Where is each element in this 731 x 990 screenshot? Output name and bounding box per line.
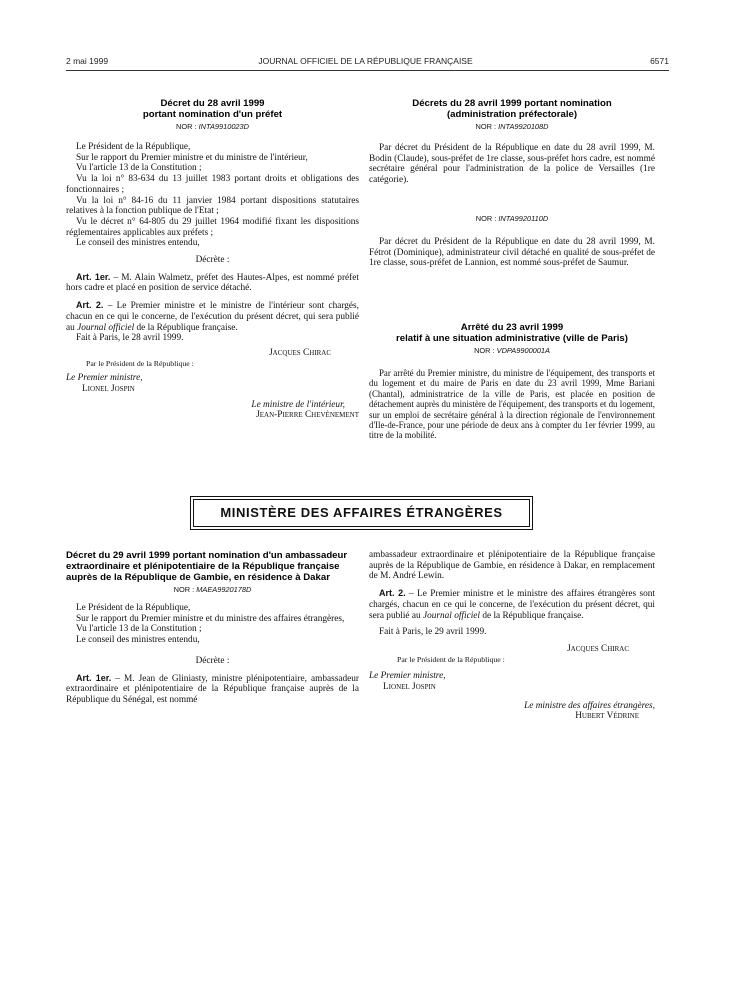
- decree-ambassador-para: Sur le rapport du Premier ministre et du ministre des affaires étrangères,: [76, 613, 345, 624]
- decree-prefect-para: Vu la loi n° 84-16 du 11 janvier 1984 portant dispositions statutaires relatives à la fonction publique de l'Etat ;: [66, 195, 359, 217]
- decree-prefect-para: Sur le rapport du Premier ministre et du ministre de l'intérieur,: [76, 152, 308, 163]
- decree-prefect-par: Par le Président de la République :: [86, 358, 194, 368]
- decrees-prefectoral-section: [369, 98, 655, 269]
- header-page-number: 6571: [650, 56, 669, 66]
- decree-ambassador-continuation: [369, 550, 655, 722]
- decree-ambassador-para: Vu l'article 13 de la Constitution ;: [76, 624, 202, 635]
- decree-ambassador-signer: Jacques Chirac: [567, 643, 629, 654]
- decree-prefect-para: Vu l'article 13 de la Constitution ;: [76, 163, 202, 174]
- decree-prefect-para: Vu la loi n° 83-634 du 13 juillet 1983 portant droits et obligations des fonctionnaires ;: [66, 174, 359, 195]
- decrees-prefectoral-nor-2: NOR : INTA9920110D: [475, 213, 549, 223]
- decree-prefect-nor: NOR : INTA9910023D: [176, 122, 249, 131]
- arrete-paris-title-line2: relatif à une situation administrative (ville de Paris): [396, 333, 628, 344]
- decree-ambassador-nor: NOR : MAEA9920178D: [173, 585, 252, 594]
- decree-ambassador-article-1: Art. 1er. – M. Jean de Gliniasty, ministre plénipotentiaire, ambassadeur extraordinaire et plénipotentiaire de la République française auprès de la République du Sénégal, est nommé: [66, 672, 359, 705]
- decree-prefect-decrete: Décrète :: [195, 255, 230, 266]
- arrete-paris-text: Par arrêté du Premier ministre, du ministre de l'équipement, des transports et du logement et du maire de Paris en date du 23 avril 1999, Mme Bariani (Chantal), administratrice de la ville de Paris, est placée en position de détachement auprès du ministère de l'équipement, des transports et du logement, sur un emploi de secrétaire général à la direction régionale de l'environnement d'Ile-de-France, pour une période de deux ans à compter du 1er février 1999, au titre de la mobilité.: [369, 368, 655, 441]
- decree-prefect-nor-code: INTA9910023D: [198, 122, 249, 131]
- decree-prefect-body: [66, 142, 359, 421]
- decree-ambassador-body: [66, 603, 359, 706]
- decree-ambassador-decrete: Décrète :: [195, 655, 230, 666]
- arrete-paris-section: [369, 322, 655, 441]
- decree-prefect-minister-title: Le ministre de l'intérieur,: [251, 399, 345, 410]
- decree-ambassador-section: [66, 550, 359, 706]
- decree-prefect-section: [66, 98, 359, 421]
- decree-prefect-signer: Jacques Chirac: [269, 347, 331, 358]
- decree-ambassador-para: Le Président de la République,: [76, 603, 191, 613]
- decree-ambassador-title: Décret du 29 avril 1999 portant nomination d'un ambassadeur extraordinaire et plénipotentiaire de la République française auprès de la République de Gambie, en résidence à Dakar: [66, 550, 348, 583]
- decree-ambassador-para: Le conseil des ministres entendu,: [76, 635, 200, 646]
- header-rule: [66, 70, 669, 71]
- ministry-heading: MINISTÈRE DES AFFAIRES ÉTRANGÈRES: [193, 499, 530, 527]
- decree-ambassador-minister-name: Hubert Védrine: [575, 711, 639, 722]
- decrees-prefectoral-title-line2: (administration préfectorale): [446, 109, 578, 120]
- decree-prefect-minister-name: Jean-Pierre Chevènement: [256, 410, 359, 421]
- decree-prefect-pm-name: Lionel Jospin: [82, 384, 135, 395]
- decree-ambassador-pm-title: Le Premier ministre,: [369, 671, 446, 682]
- decree-ambassador-minister-title: Le ministre des affaires étrangères,: [524, 700, 655, 711]
- decree-ambassador-pm-name: Lionel Jospin: [383, 682, 436, 693]
- decree-ambassador-fait: Fait à Paris, le 29 avril 1999.: [379, 627, 487, 638]
- arrete-paris-nor: NOR : VDPA9900001A: [474, 346, 550, 355]
- header-journal-title: JOURNAL OFFICIEL DE LA RÉPUBLIQUE FRANÇAISE: [258, 56, 473, 66]
- decree-prefect-article-1: Art. 1er. – M. Alain Walmetz, préfet des Hautes-Alpes, est nommé préfet hors cadre et placé en position de service détaché.: [66, 271, 359, 294]
- decree-prefect-pm-title: Le Premier ministre,: [66, 373, 143, 384]
- decrees-prefectoral-text-1: Par décret du Président de la République en date du 28 avril 1999, M. Bodin (Claude), sous-préfet de 1re classe, sous-préfet hors cadre, est nommé secrétaire général pour l'administration de la police de Versailles (1re catégorie).: [369, 143, 655, 186]
- decree-prefect-fait: Fait à Paris, le 28 avril 1999.: [76, 333, 184, 344]
- decrees-prefectoral-text-2: Par décret du Président de la République en date du 28 avril 1999, M. Fétrot (Dominique), administrateur civil détaché en qualité de sous-préfet de 1re classe, sous-préfet de Lannion, est nommé sous-préfet de Saumur.: [369, 236, 655, 269]
- decree-prefect-para: Vu le décret n° 64-805 du 29 juillet 1964 modifié fixant les dispositions réglementaires applicables aux préfets ;: [66, 216, 359, 238]
- decree-ambassador-article-2: Art. 2. – Le Premier ministre et le ministre des affaires étrangères sont chargés, chacun en ce qui le concerne, de l'exécution du présent décret, qui sera publié au Journal officiel de la République française.: [369, 588, 656, 621]
- decree-prefect-para: Le conseil des ministres entendu,: [76, 238, 200, 249]
- decree-ambassador-par: Par le Président de la République :: [397, 654, 505, 664]
- arrete-paris-title-line1: Arrêté du 23 avril 1999: [460, 322, 564, 333]
- decrees-prefectoral-title-line1: Décrets du 28 avril 1999 portant nomination: [412, 98, 612, 109]
- decree-prefect-article-2: Art. 2. – Le Premier ministre et le ministre de l'intérieur sont chargés, chacun en ce qui le concerne, de l'exécution du présent décret, qui sera publié au Journal officiel de la République française.: [66, 300, 359, 333]
- decrees-prefectoral-nor-1: NOR : INTA9920108D: [475, 122, 549, 131]
- header-date: 2 mai 1999: [66, 56, 109, 66]
- decree-prefect-title-line1: Décret du 28 avril 1999: [160, 98, 265, 109]
- decree-prefect-para: Le Président de la République,: [76, 142, 191, 152]
- decree-prefect-title-line2: portant nomination d'un préfet: [142, 109, 283, 120]
- decree-ambassador-article-1-cont: ambassadeur extraordinaire et plénipotentiaire de la République française auprès de la République de Gambie, en résidence à Dakar, en remplacement de M. André Lewin.: [369, 550, 655, 582]
